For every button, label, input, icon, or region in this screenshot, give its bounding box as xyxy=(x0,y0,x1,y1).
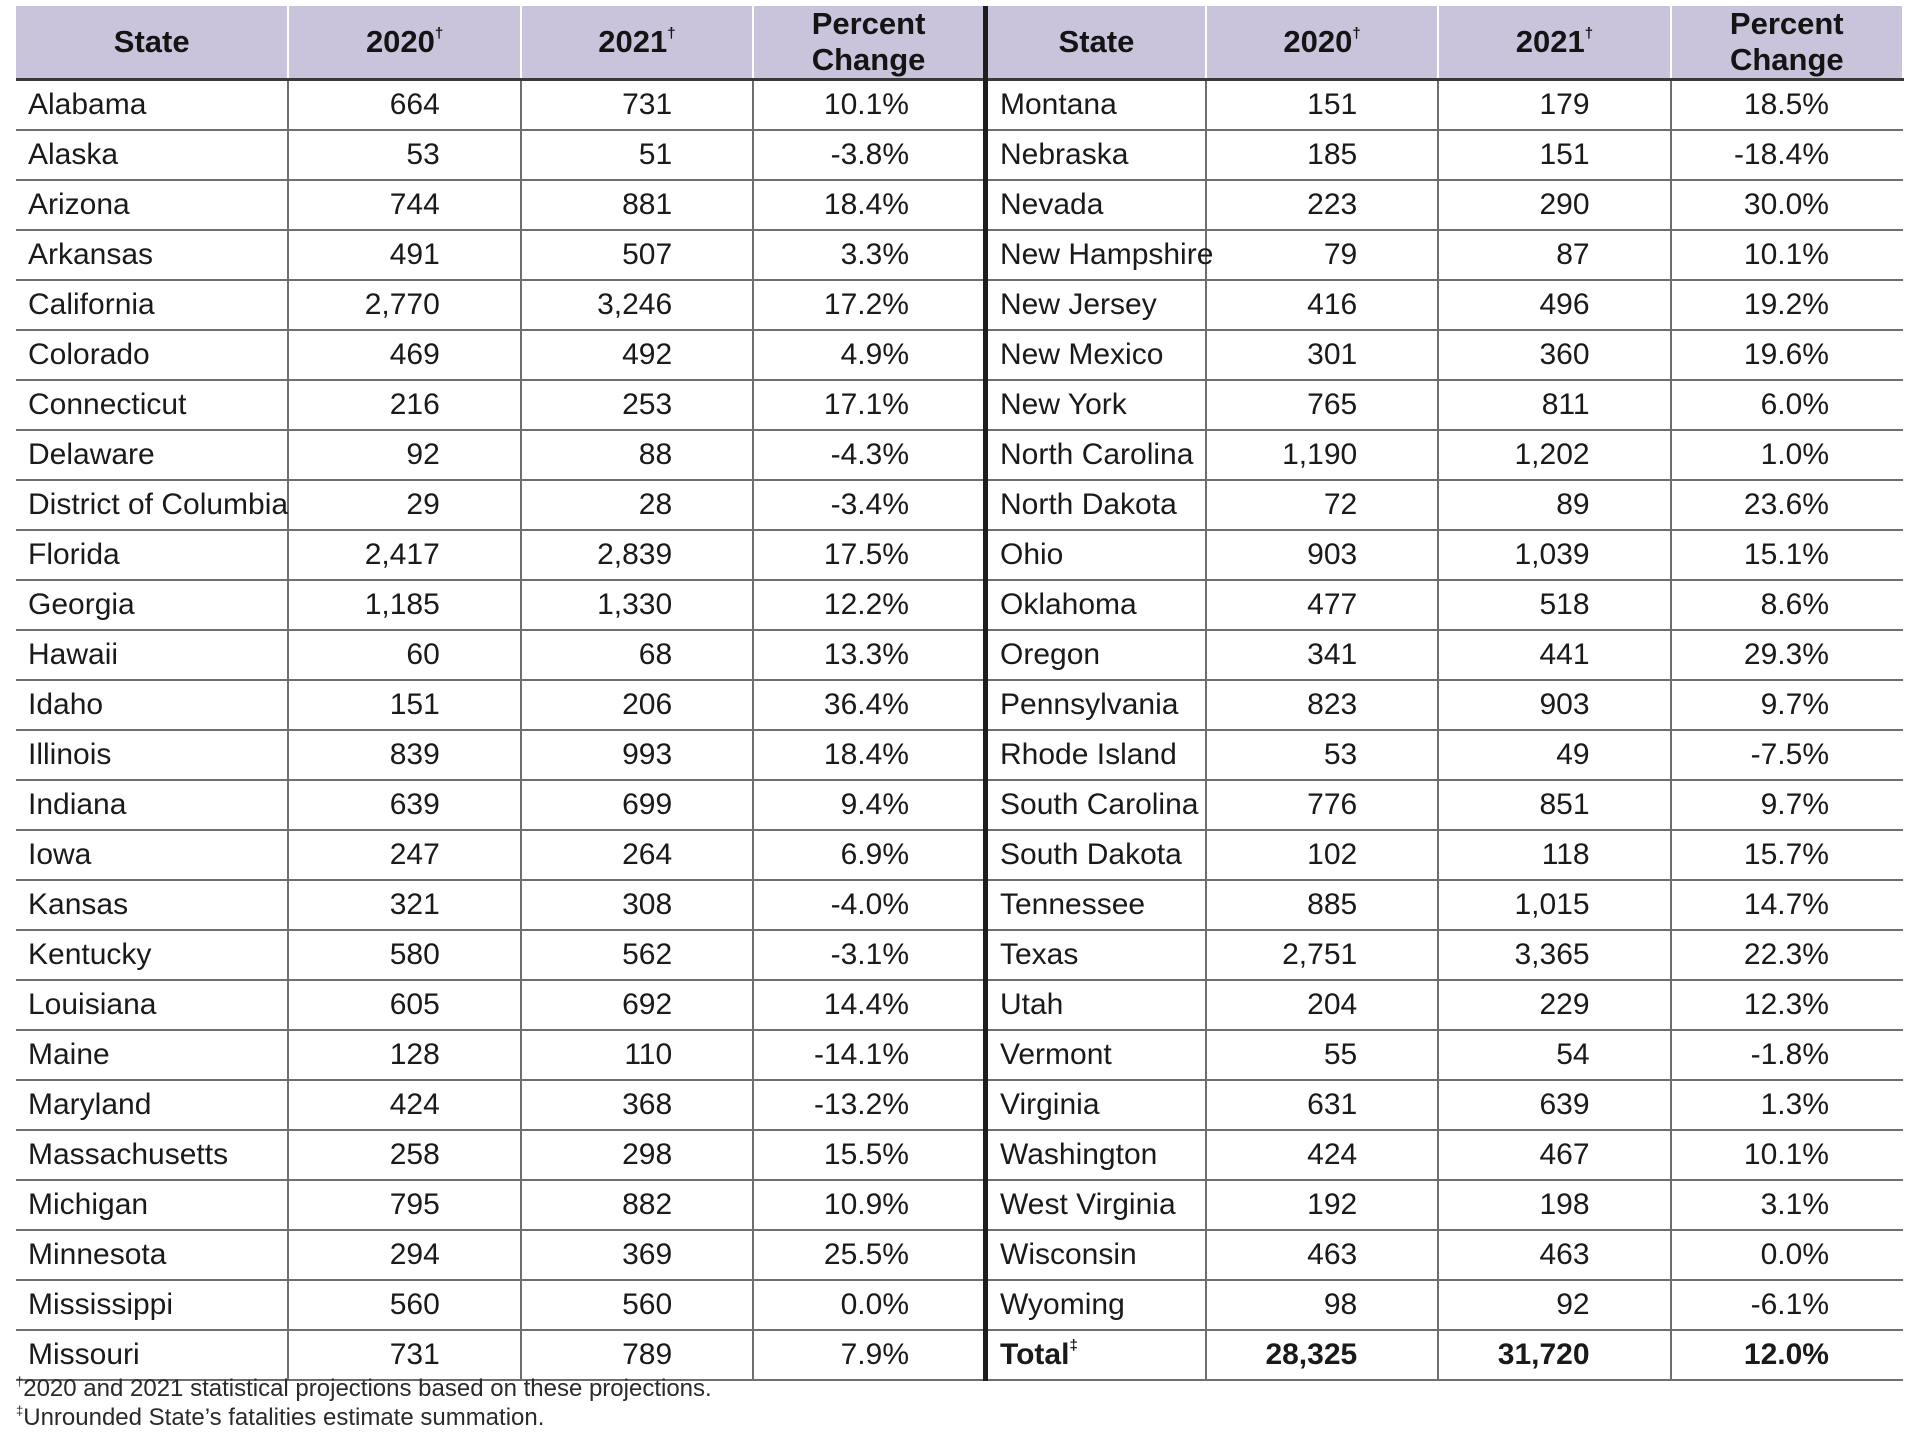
percent-change-cell: 29.3% xyxy=(1671,630,1903,680)
percent-change-cell: -3.1% xyxy=(753,930,985,980)
value-2020-cell: 580 xyxy=(288,930,520,980)
value-2020-cell: 79 xyxy=(1206,230,1438,280)
value-2020-cell: 664 xyxy=(288,80,520,131)
value-2021-cell: 903 xyxy=(1438,680,1670,730)
header-state-left: State xyxy=(16,6,288,80)
table-row xyxy=(16,1030,1903,1080)
percent-change-cell: 15.1% xyxy=(1671,530,1903,580)
value-2021-cell: 49 xyxy=(1438,730,1670,780)
percent-change-cell: 14.7% xyxy=(1671,880,1903,930)
value-2020-cell: 639 xyxy=(288,780,520,830)
percent-change-cell: -18.4% xyxy=(1671,130,1903,180)
value-2021-cell: 3,246 xyxy=(521,280,753,330)
value-2021-cell: 560 xyxy=(521,1280,753,1330)
value-2020-cell: 795 xyxy=(288,1180,520,1230)
state-name-cell: Louisiana xyxy=(16,980,288,1030)
state-name-cell: Arizona xyxy=(16,180,288,230)
percent-change-cell: 9.7% xyxy=(1671,680,1903,730)
percent-change-cell: 12.2% xyxy=(753,580,985,630)
value-2020-cell: 223 xyxy=(1206,180,1438,230)
state-name-cell: Georgia xyxy=(16,580,288,630)
fatalities-table-container xyxy=(16,6,1904,1381)
state-name-cell: New Jersey xyxy=(986,280,1206,330)
state-name-cell: South Dakota xyxy=(986,830,1206,880)
percent-change-cell: -14.1% xyxy=(753,1030,985,1080)
table-row xyxy=(16,780,1903,830)
state-name-cell: South Carolina xyxy=(986,780,1206,830)
value-2021-cell: 298 xyxy=(521,1130,753,1180)
total-label-cell xyxy=(986,1330,1206,1380)
percent-change-cell: -3.8% xyxy=(753,130,985,180)
value-2020-cell: 72 xyxy=(1206,480,1438,530)
table-row xyxy=(16,280,1903,330)
header-percent-change-left: Percent Change xyxy=(753,6,985,80)
percent-change-cell: -4.0% xyxy=(753,880,985,930)
value-2021-cell: 28 xyxy=(521,480,753,530)
header-state-right: State xyxy=(986,6,1206,80)
state-name-cell: Minnesota xyxy=(16,1230,288,1280)
value-2021-cell: 308 xyxy=(521,880,753,930)
state-name-cell: Idaho xyxy=(16,680,288,730)
table-row xyxy=(16,1280,1903,1330)
footnote-projections: †2020 and 2021 statistical projections based on these projections. xyxy=(16,1374,712,1402)
total-label: Total xyxy=(1000,1338,1070,1371)
value-2021-cell: 993 xyxy=(521,730,753,780)
value-2021-cell: 811 xyxy=(1438,380,1670,430)
value-2021-cell: 492 xyxy=(521,330,753,380)
value-2021-cell: 882 xyxy=(521,1180,753,1230)
value-2020-cell: 321 xyxy=(288,880,520,930)
percent-change-cell: 7.9% xyxy=(753,1330,985,1380)
state-name-cell: North Dakota xyxy=(986,480,1206,530)
table-row xyxy=(16,730,1903,780)
header-2021-right: 2021† xyxy=(1438,6,1670,80)
percent-change-cell: 6.0% xyxy=(1671,380,1903,430)
percent-change-cell: -1.8% xyxy=(1671,1030,1903,1080)
value-2021-cell: 179 xyxy=(1438,80,1670,131)
header-2020-right: 2020† xyxy=(1206,6,1438,80)
percent-change-cell: 9.7% xyxy=(1671,780,1903,830)
percent-change-cell: 3.1% xyxy=(1671,1180,1903,1230)
value-2020-cell: 55 xyxy=(1206,1030,1438,1080)
percent-change-cell: 0.0% xyxy=(753,1280,985,1330)
state-name-cell: Connecticut xyxy=(16,380,288,430)
value-2021-cell: 54 xyxy=(1438,1030,1670,1080)
percent-change-cell: 17.1% xyxy=(753,380,985,430)
percent-change-cell: 1.3% xyxy=(1671,1080,1903,1130)
percent-change-cell: 30.0% xyxy=(1671,180,1903,230)
state-name-cell: West Virginia xyxy=(986,1180,1206,1230)
state-name-cell: Indiana xyxy=(16,780,288,830)
state-name-cell: Nevada xyxy=(986,180,1206,230)
percent-change-cell: 17.2% xyxy=(753,280,985,330)
percent-change-cell: 18.5% xyxy=(1671,80,1903,131)
value-2020-cell: 29 xyxy=(288,480,520,530)
table-row xyxy=(16,1130,1903,1180)
state-name-cell: Alabama xyxy=(16,80,288,131)
state-name-cell: Tennessee xyxy=(986,880,1206,930)
percent-change-cell: 15.7% xyxy=(1671,830,1903,880)
value-2021-cell: 507 xyxy=(521,230,753,280)
state-name-cell: Washington xyxy=(986,1130,1206,1180)
table-row xyxy=(16,530,1903,580)
value-2020-cell: 469 xyxy=(288,330,520,380)
state-name-cell: Alaska xyxy=(16,130,288,180)
value-2021-cell: 51 xyxy=(521,130,753,180)
state-name-cell: Colorado xyxy=(16,330,288,380)
value-2021-cell: 2,839 xyxy=(521,530,753,580)
value-2021-cell: 699 xyxy=(521,780,753,830)
value-2021-cell: 88 xyxy=(521,430,753,480)
percent-change-cell: 12.3% xyxy=(1671,980,1903,1030)
header-2021-left: 2021† xyxy=(521,6,753,80)
table-row xyxy=(16,880,1903,930)
value-2020-cell: 341 xyxy=(1206,630,1438,680)
value-2021-cell: 467 xyxy=(1438,1130,1670,1180)
value-2021-cell: 639 xyxy=(1438,1080,1670,1130)
state-name-cell: North Carolina xyxy=(986,430,1206,480)
percent-change-cell: -13.2% xyxy=(753,1080,985,1130)
header-2020-left: 2020† xyxy=(288,6,520,80)
state-name-cell: Delaware xyxy=(16,430,288,480)
table-row xyxy=(16,80,1903,131)
value-2021-cell: 463 xyxy=(1438,1230,1670,1280)
value-2021-cell: 360 xyxy=(1438,330,1670,380)
value-2021-cell: 206 xyxy=(521,680,753,730)
percent-change-cell: 10.1% xyxy=(1671,230,1903,280)
value-2020-cell: 204 xyxy=(1206,980,1438,1030)
state-fatalities-table xyxy=(16,6,1904,1381)
table-row xyxy=(16,380,1903,430)
value-2020-cell: 2,770 xyxy=(288,280,520,330)
value-2020-cell: 744 xyxy=(288,180,520,230)
state-name-cell: Nebraska xyxy=(986,130,1206,180)
value-2021-cell: 229 xyxy=(1438,980,1670,1030)
state-name-cell: Rhode Island xyxy=(986,730,1206,780)
table-row xyxy=(16,980,1903,1030)
value-2021-cell: 198 xyxy=(1438,1180,1670,1230)
state-name-cell: Oklahoma xyxy=(986,580,1206,630)
value-2020-cell: 463 xyxy=(1206,1230,1438,1280)
value-2020-cell: 98 xyxy=(1206,1280,1438,1330)
table-row xyxy=(16,1330,1903,1380)
value-2021-cell: 3,365 xyxy=(1438,930,1670,980)
total-percent-change-cell: 12.0% xyxy=(1671,1330,1903,1380)
state-name-cell: Iowa xyxy=(16,830,288,880)
value-2021-cell: 692 xyxy=(521,980,753,1030)
value-2020-cell: 631 xyxy=(1206,1080,1438,1130)
value-2021-cell: 118 xyxy=(1438,830,1670,880)
footnotes xyxy=(16,1374,712,1432)
percent-change-cell: 14.4% xyxy=(753,980,985,1030)
value-2021-cell: 789 xyxy=(521,1330,753,1380)
total-footnote-mark: ‡ xyxy=(1069,1337,1078,1354)
state-name-cell: Texas xyxy=(986,930,1206,980)
state-name-cell: New Hampshire xyxy=(986,230,1206,280)
table-row xyxy=(16,130,1903,180)
value-2020-cell: 903 xyxy=(1206,530,1438,580)
value-2021-cell: 1,202 xyxy=(1438,430,1670,480)
state-name-cell: Virginia xyxy=(986,1080,1206,1130)
state-name-cell: Arkansas xyxy=(16,230,288,280)
percent-change-cell: 19.6% xyxy=(1671,330,1903,380)
value-2021-cell: 518 xyxy=(1438,580,1670,630)
value-2020-cell: 258 xyxy=(288,1130,520,1180)
state-name-cell: Maine xyxy=(16,1030,288,1080)
value-2021-cell: 253 xyxy=(521,380,753,430)
table-row xyxy=(16,1080,1903,1130)
percent-change-cell: 6.9% xyxy=(753,830,985,880)
value-2020-cell: 2,751 xyxy=(1206,930,1438,980)
value-2020-cell: 301 xyxy=(1206,330,1438,380)
state-name-cell: Mississippi xyxy=(16,1280,288,1330)
percent-change-cell: 1.0% xyxy=(1671,430,1903,480)
state-name-cell: Ohio xyxy=(986,530,1206,580)
table-body xyxy=(16,80,1903,1381)
value-2021-cell: 368 xyxy=(521,1080,753,1130)
value-2020-cell: 823 xyxy=(1206,680,1438,730)
percent-change-cell: 19.2% xyxy=(1671,280,1903,330)
percent-change-cell: 9.4% xyxy=(753,780,985,830)
value-2020-cell: 92 xyxy=(288,430,520,480)
state-name-cell: District of Columbia xyxy=(16,480,288,530)
state-name-cell: California xyxy=(16,280,288,330)
state-name-cell: New Mexico xyxy=(986,330,1206,380)
percent-change-cell: 8.6% xyxy=(1671,580,1903,630)
percent-change-cell: 36.4% xyxy=(753,680,985,730)
header-row xyxy=(16,6,1903,80)
total-2021-cell: 31,720 xyxy=(1438,1330,1670,1380)
state-name-cell: Utah xyxy=(986,980,1206,1030)
value-2020-cell: 247 xyxy=(288,830,520,880)
value-2020-cell: 765 xyxy=(1206,380,1438,430)
value-2020-cell: 416 xyxy=(1206,280,1438,330)
value-2020-cell: 560 xyxy=(288,1280,520,1330)
percent-change-cell: -4.3% xyxy=(753,430,985,480)
value-2021-cell: 89 xyxy=(1438,480,1670,530)
value-2021-cell: 110 xyxy=(521,1030,753,1080)
value-2020-cell: 151 xyxy=(288,680,520,730)
percent-change-cell: 10.1% xyxy=(1671,1130,1903,1180)
state-name-cell: Massachusetts xyxy=(16,1130,288,1180)
value-2021-cell: 881 xyxy=(521,180,753,230)
value-2021-cell: 441 xyxy=(1438,630,1670,680)
table-row xyxy=(16,830,1903,880)
table-row xyxy=(16,480,1903,530)
value-2021-cell: 731 xyxy=(521,80,753,131)
value-2021-cell: 264 xyxy=(521,830,753,880)
state-name-cell: Oregon xyxy=(986,630,1206,680)
value-2020-cell: 885 xyxy=(1206,880,1438,930)
footnote-unrounded: ‡Unrounded State’s fatalities estimate summation. xyxy=(16,1403,545,1431)
value-2020-cell: 424 xyxy=(1206,1130,1438,1180)
value-2021-cell: 562 xyxy=(521,930,753,980)
value-2020-cell: 185 xyxy=(1206,130,1438,180)
state-name-cell: Maryland xyxy=(16,1080,288,1130)
percent-change-cell: 15.5% xyxy=(753,1130,985,1180)
value-2020-cell: 53 xyxy=(1206,730,1438,780)
table-row xyxy=(16,930,1903,980)
percent-change-cell: 13.3% xyxy=(753,630,985,680)
state-name-cell: Wisconsin xyxy=(986,1230,1206,1280)
percent-change-cell: -6.1% xyxy=(1671,1280,1903,1330)
table-row xyxy=(16,430,1903,480)
value-2021-cell: 369 xyxy=(521,1230,753,1280)
table-row xyxy=(16,1180,1903,1230)
percent-change-cell: 25.5% xyxy=(753,1230,985,1280)
state-name-cell: Kansas xyxy=(16,880,288,930)
value-2021-cell: 151 xyxy=(1438,130,1670,180)
table-row xyxy=(16,230,1903,280)
percent-change-cell: -3.4% xyxy=(753,480,985,530)
state-name-cell: Pennsylvania xyxy=(986,680,1206,730)
percent-change-cell: 10.1% xyxy=(753,80,985,131)
percent-change-cell: 18.4% xyxy=(753,180,985,230)
value-2020-cell: 776 xyxy=(1206,780,1438,830)
value-2021-cell: 92 xyxy=(1438,1280,1670,1330)
value-2020-cell: 294 xyxy=(288,1230,520,1280)
percent-change-cell: 0.0% xyxy=(1671,1230,1903,1280)
table-row xyxy=(16,1230,1903,1280)
value-2020-cell: 53 xyxy=(288,130,520,180)
table-row xyxy=(16,330,1903,380)
percent-change-cell: 23.6% xyxy=(1671,480,1903,530)
percent-change-cell: 4.9% xyxy=(753,330,985,380)
value-2020-cell: 839 xyxy=(288,730,520,780)
value-2020-cell: 1,190 xyxy=(1206,430,1438,480)
value-2021-cell: 851 xyxy=(1438,780,1670,830)
value-2020-cell: 491 xyxy=(288,230,520,280)
state-name-cell: Florida xyxy=(16,530,288,580)
value-2020-cell: 605 xyxy=(288,980,520,1030)
state-name-cell: Montana xyxy=(986,80,1206,131)
value-2020-cell: 102 xyxy=(1206,830,1438,880)
state-name-cell: Wyoming xyxy=(986,1280,1206,1330)
percent-change-cell: -7.5% xyxy=(1671,730,1903,780)
header-percent-change-right: Percent Change xyxy=(1671,6,1903,80)
value-2020-cell: 216 xyxy=(288,380,520,430)
value-2021-cell: 496 xyxy=(1438,280,1670,330)
total-2020-cell: 28,325 xyxy=(1206,1330,1438,1380)
state-name-cell: Michigan xyxy=(16,1180,288,1230)
state-name-cell: Missouri xyxy=(16,1330,288,1380)
percent-change-cell: 18.4% xyxy=(753,730,985,780)
value-2020-cell: 424 xyxy=(288,1080,520,1130)
value-2021-cell: 1,039 xyxy=(1438,530,1670,580)
state-name-cell: Illinois xyxy=(16,730,288,780)
state-name-cell: Kentucky xyxy=(16,930,288,980)
percent-change-cell: 10.9% xyxy=(753,1180,985,1230)
value-2020-cell: 60 xyxy=(288,630,520,680)
value-2021-cell: 68 xyxy=(521,630,753,680)
value-2021-cell: 1,015 xyxy=(1438,880,1670,930)
table-row xyxy=(16,580,1903,630)
percent-change-cell: 17.5% xyxy=(753,530,985,580)
value-2021-cell: 87 xyxy=(1438,230,1670,280)
value-2021-cell: 290 xyxy=(1438,180,1670,230)
table-row xyxy=(16,630,1903,680)
percent-change-cell: 22.3% xyxy=(1671,930,1903,980)
state-name-cell: New York xyxy=(986,380,1206,430)
value-2021-cell: 1,330 xyxy=(521,580,753,630)
value-2020-cell: 151 xyxy=(1206,80,1438,131)
table-row xyxy=(16,680,1903,730)
value-2020-cell: 128 xyxy=(288,1030,520,1080)
state-name-cell: Hawaii xyxy=(16,630,288,680)
table-row xyxy=(16,180,1903,230)
value-2020-cell: 1,185 xyxy=(288,580,520,630)
value-2020-cell: 477 xyxy=(1206,580,1438,630)
percent-change-cell: 3.3% xyxy=(753,230,985,280)
state-name-cell: Vermont xyxy=(986,1030,1206,1080)
value-2020-cell: 731 xyxy=(288,1330,520,1380)
value-2020-cell: 192 xyxy=(1206,1180,1438,1230)
value-2020-cell: 2,417 xyxy=(288,530,520,580)
